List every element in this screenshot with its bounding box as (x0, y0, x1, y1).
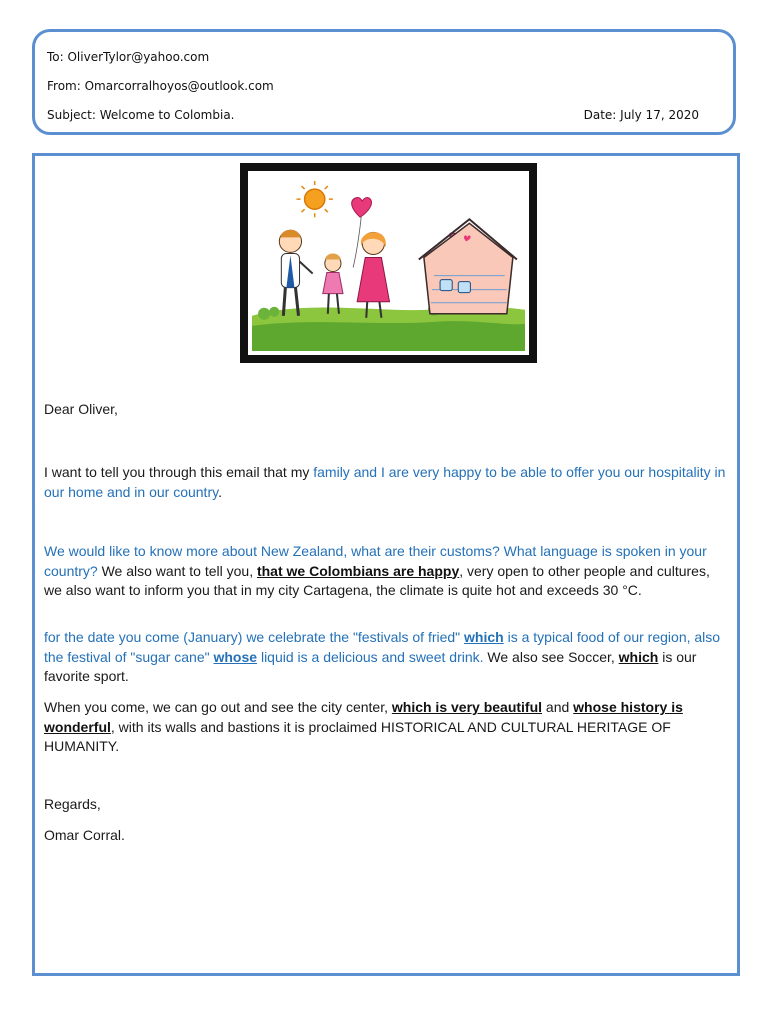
p4-text-a: When you come, we can go out and see the city center, (44, 699, 392, 715)
p2-text-d: , very open to other people and cultures, we also want to inform you that in my city Cartagena, the climate is quite hot and exceeds 30 °C. (44, 562, 710, 598)
p3-whose: whose (213, 648, 258, 665)
paragraph-4 (44, 698, 728, 757)
p4-emphasis-2: whose history is wonderful (44, 699, 683, 735)
p4-text-e: , with its walls and bastions it is proclaimed HISTORICAL AND CULTURAL HERITAGE OF HUMANITY. (44, 718, 671, 754)
p3-text-f: We also see Soccer, (483, 648, 619, 665)
email-header (32, 29, 736, 135)
subject-line: Subject: Welcome to Colombia. (47, 108, 235, 122)
email-body (32, 153, 740, 976)
to-line: To: OliverTylor@yahoo.com (47, 50, 210, 64)
p1-text-b: family and I are very happy to be able to offer you our hospitality in our home and in our country (44, 464, 726, 500)
family-house-illustration (246, 169, 531, 357)
p4-text-c: and (542, 699, 574, 715)
paragraph-3 (44, 628, 728, 687)
paragraph-2 (44, 542, 728, 601)
p1-text-a: I want to tell you through this email that my (44, 464, 314, 480)
p3-which-2: which (618, 648, 659, 665)
family-house-icon (252, 175, 525, 351)
p3-text-h: is our favorite sport. (44, 648, 697, 684)
p2-emphasis: that we Colombians are happy (256, 562, 460, 579)
p3-which-1: which (464, 629, 504, 645)
signature: Omar Corral. (44, 827, 125, 843)
p4-emphasis-1: which is very beautiful (391, 699, 543, 715)
p2-text-b: We also want to tell you, (97, 562, 257, 579)
from-line: From: Omarcorralhoyos@outlook.com (47, 79, 274, 93)
closing: Regards, (44, 796, 101, 812)
illustration-frame (240, 163, 537, 363)
p2-text-a: We would like to know more about New Zealand, what are their customs? What language is spoken in your country? (44, 543, 707, 579)
greeting: Dear Oliver, (44, 401, 118, 417)
date-line: Date: July 17, 2020 (583, 108, 699, 122)
p1-text-c: . (218, 483, 222, 500)
p3-text-e: liquid is a delicious and sweet drink. (257, 648, 484, 665)
p3-text-c: is a typical food of our region, also the festival of "sugar cane" (44, 629, 721, 665)
p3-text-a: for the date you come (January) we celebrate the "festivals of fried" (44, 629, 465, 645)
paragraph-1 (44, 463, 728, 502)
